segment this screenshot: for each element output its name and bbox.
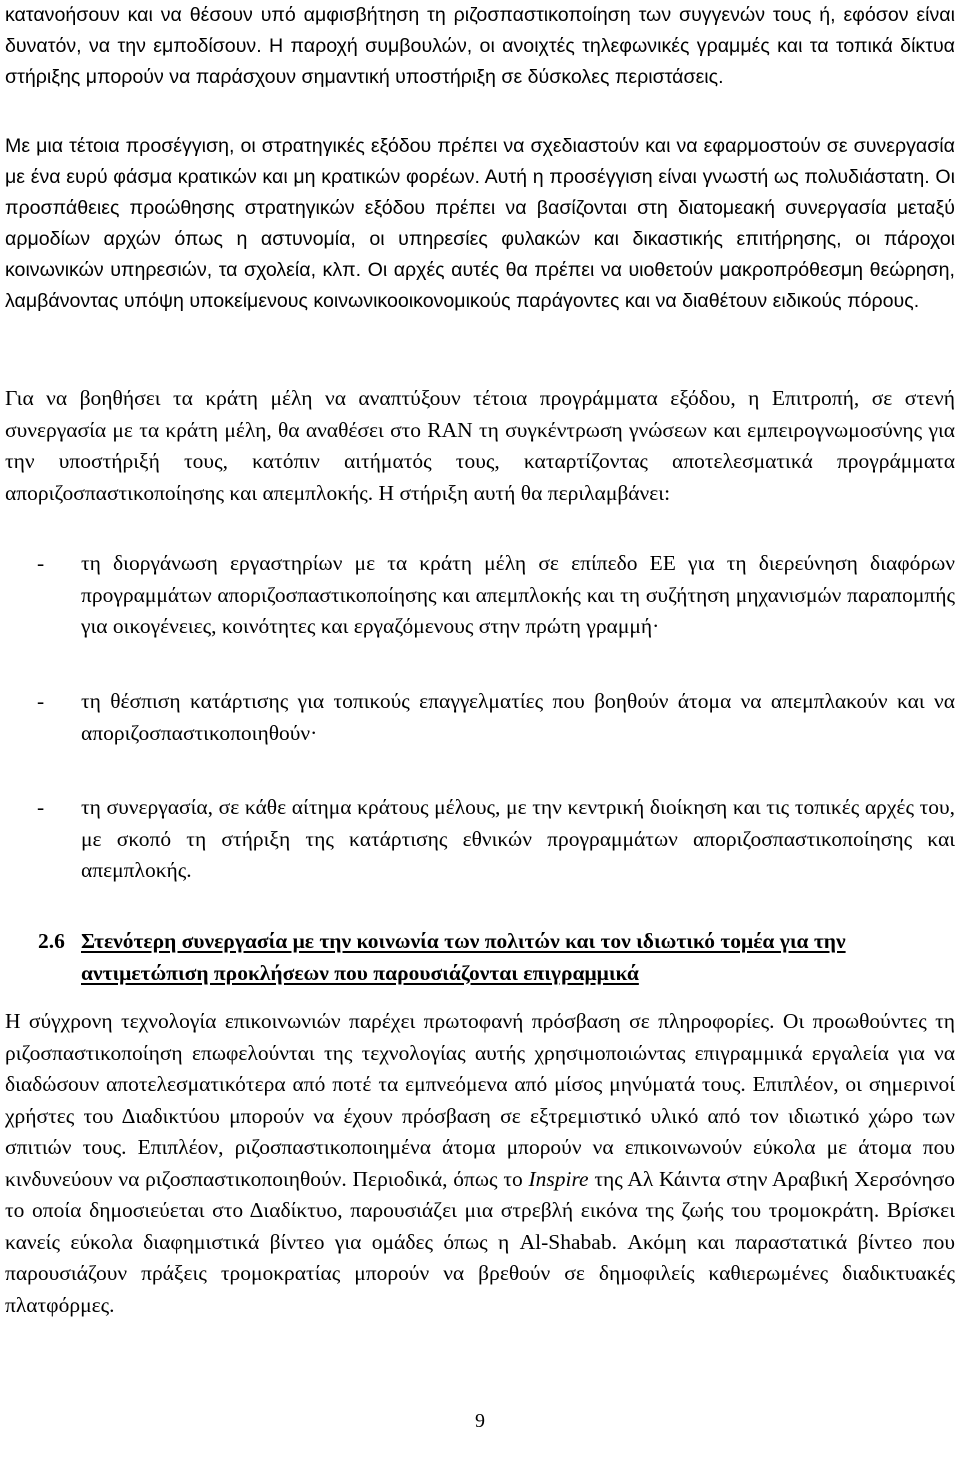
bullet-dash: - bbox=[37, 689, 45, 713]
paragraph-online-challenges bbox=[5, 1006, 955, 1321]
magazine-title: Inspire bbox=[528, 1166, 589, 1191]
bullet-text: τη διοργάνωση εργαστηρίων με τα κράτη μέλη σε επίπεδο ΕΕ για τη διερεύνηση διαφόρων προγραμμάτων απoριζοσπαστικοποίησης και απεμπλοκής και τη συζήτηση μηχανισμών παραπομπής για οικογένειες, κοινότητες και εργαζόμενους στην πρώτη γραμμή· bbox=[81, 551, 955, 638]
section-title: Στενότερη συνεργασία με την κοινωνία των πολιτών και τον ιδιωτικό τομέα για την αντιμετώπιση προκλήσεων που παρουσιάζονται επιγραμμικά bbox=[81, 929, 846, 985]
paragraph-commission-support: Για να βοηθήσει τα κράτη μέλη να αναπτύξουν τέτοια προγράμματα εξόδου, η Επιτροπή, σε στενή συνεργασία με τα κράτη μέλη, θα αναθέσει στο RAN τη συγκέντρωση γνώσεων και εμπειρογνωμοσύνης για την υποστήριξή τους, κατόπιν αιτήματός τους, καταρτίζοντας αποτελεσματικά προγράμματα απoριζοσπαστικοποίησης και απεμπλοκής. Η στήριξη αυτή θα περιλαμβάνει: bbox=[5, 386, 955, 505]
bullet-dash: - bbox=[37, 795, 45, 819]
page-number: 9 bbox=[475, 1410, 485, 1432]
paragraph-intro-continuation: κατανοήσουν και να θέσουν υπό αμφισβήτηση τη ριζοσπαστικοποίηση των συγγενών τους ή, εφόσον είναι δυνατόν, να την εμποδίσουν. Η παροχή συμβουλών, οι ανοιχτές τηλεφωνικές γραμμές και τα τοπικά δίκτυα στήριξης μπορούν να παράσχουν σημαντική υποστήριξη σε δύσκολες περιστάσεις. bbox=[5, 4, 955, 88]
paragraph-multidimensional-approach: Με μια τέτοια προσέγγιση, οι στρατηγικές εξόδου πρέπει να σχεδιαστούν και να εφαρμοστούν σε συνεργασία με ένα ευρύ φάσμα κρατικών και μη κρατικών φορέων. Αυτή η προσέγγιση είναι γνωστή ως πολυδιάστατη. Οι προσπάθειες προώθησης στρατηγικών εξόδου πρέπει να βασίζονται στη διατομεακή συνεργασία μεταξύ αρμοδίων αρχών όπως η αστυνομία, οι υπηρεσίες φυλακών και δικαστικής επιτήρησης, οι πάροχοι κοινωνικών υπηρεσιών, τα σχολεία, κλπ. Οι αρχές αυτές θα πρέπει να υιοθετούν μακροπρόθεσμη θεώρηση, λαμβάνοντας υπόψη υποκείμενους κοινωνικοοικονομικούς παράγοντες και να διαθέτουν ειδικούς πόρους. bbox=[5, 135, 955, 312]
section-number: 2.6 bbox=[38, 929, 65, 953]
bullet-text: τη θέσπιση κατάρτισης για τοπικούς επαγγελματίες που βοηθούν άτομα να απεμπλακούν και να απoριζοσπαστικοποιηθούν· bbox=[81, 689, 955, 745]
paragraph-text-part: της Αλ Κάιντα στην Αραβική Χερσόνησο το οποία δημοσιεύεται στο Διαδίκτυο, παρουσιάζει μια στρεβλή εικόνα της ζωής του τρομοκράτη. Βρίσκει κανείς εύκολα διαφημιστικά βίντεο για ομάδες όπως η Al-Shabab. Ακόμη και παραστατικά βίντεο που παρουσιάζουν πράξεις τρομοκρατίας μπορούν να βρεθούν σε δημοφιλείς καθιερωμένες διαδικτυακές πλατφόρμες. bbox=[5, 1166, 955, 1317]
paragraph-text-part: Η σύγχρονη τεχνολογία επικοινωνιών παρέχει πρωτοφανή πρόσβαση σε πληροφορίες. Οι προωθούντες τη ριζοσπαστικοποίηση επωφελούνται της τεχνολογίας αυτής χρησιμοποιώντας επιγραμμικά εργαλεία για να διαδώσουν αποτελεσματικότερα από ποτέ τα εμπνεόμενα από μίσος μηνύματά τους. Επιπλέον, οι σημερινοί χρήστες του Διαδικτύου μπορούν να έχουν πρόσβαση σε εξτρεμιστικό υλικό από τον ιδιωτικό χώρο των σπιτιών τους. Επιπλέον, ριζοσπαστικοποιημένα άτομα μπορούν να επικοινωνούν εύκολα με άτομα που κινδυνεύουν να ριζοσπαστικοποιηθούν. Περιοδικά, όπως το bbox=[5, 1009, 955, 1191]
bullet-dash: - bbox=[37, 551, 45, 575]
bullet-text: τη συνεργασία, σε κάθε αίτημα κράτους μέλους, με την κεντρική διοίκηση και τις τοπικές αρχές του, με σκοπό τη στήριξη της κατάρτισης εθνικών προγραμμάτων απoριζοσπαστικοποίησης και απεμπλοκής. bbox=[81, 795, 955, 882]
